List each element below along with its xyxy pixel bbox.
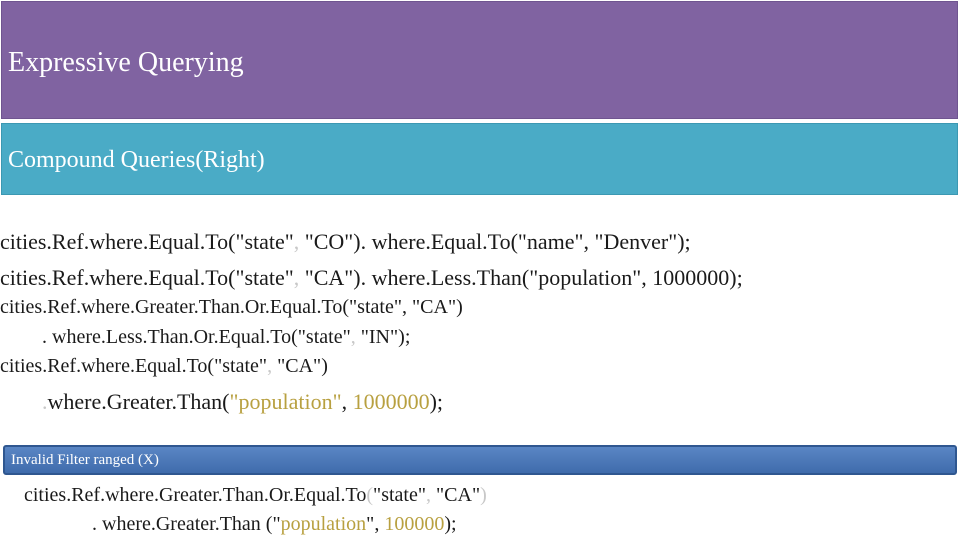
code-line-5 [0, 355, 328, 378]
code-fragment: cities.Ref.where.Equal.To("state" [0, 229, 294, 254]
title-banner [1, 1, 958, 119]
code-fragment: ) [480, 484, 487, 506]
code-fragment: , [293, 229, 305, 254]
string-literal: population [280, 513, 367, 535]
code-fragment: ); [398, 326, 411, 348]
code-fragment: ", [366, 513, 385, 535]
code-fragment: ); [429, 389, 444, 414]
code-fragment: , [426, 484, 437, 506]
code-line-1 [0, 229, 691, 255]
slide-title: Expressive Querying [8, 47, 244, 78]
string-literal: "state" [349, 296, 402, 318]
code-fragment: cities.Ref.where.Greater.Than.Or.Equal.To( [0, 296, 350, 318]
code-fragment: , [293, 265, 305, 290]
code-fragment: . where.Greater.Than (" [92, 513, 281, 535]
string-literal: "state" [297, 326, 351, 348]
number-literal: 1000000 [352, 389, 430, 414]
string-literal: "CA" [436, 484, 481, 506]
code-fragment: ); [444, 513, 457, 535]
string-literal: "CA" [277, 355, 322, 377]
code-line-6 [42, 389, 443, 415]
invalid-filter-bar [3, 445, 957, 475]
code-fragment: , [350, 326, 361, 348]
slide-subtitle: Compound Queries(Right) [8, 147, 265, 173]
code-fragment: where.Greater.Than( [47, 389, 230, 414]
code-fragment: . [42, 389, 48, 414]
code-fragment: ) [456, 296, 463, 318]
code-fragment: "CA"). where.Less.Than("population", 1000000); [304, 265, 743, 290]
subtitle-banner [1, 123, 958, 195]
code-fragment: cities.Ref.where.Equal.To("state" [0, 265, 294, 290]
code-fragment: ( [366, 484, 374, 506]
invalid-code-line-2 [92, 513, 457, 536]
number-literal: 100000 [384, 513, 445, 535]
code-fragment: . where.Less.Than.Or.Equal.To( [42, 326, 298, 348]
string-literal: "state" [373, 484, 427, 506]
code-fragment: ) [321, 355, 328, 377]
string-literal: "population" [229, 389, 342, 414]
invalid-code-line-1 [24, 484, 487, 507]
code-fragment: cities.Ref.where.Greater.Than.Or.Equal.To [24, 484, 367, 506]
code-line-3 [0, 296, 463, 319]
string-literal: "state" [214, 355, 268, 377]
code-line-4 [42, 326, 410, 349]
code-fragment: , [267, 355, 278, 377]
string-literal: "CA" [412, 296, 457, 318]
code-line-2 [0, 265, 743, 291]
invalid-filter-label: Invalid Filter ranged (X) [11, 452, 159, 468]
code-fragment: "CO"). where.Equal.To("name", "Denver"); [304, 229, 691, 254]
string-literal: "IN" [360, 326, 399, 348]
code-fragment: cities.Ref.where.Equal.To( [0, 355, 215, 377]
code-fragment: , [341, 389, 353, 414]
code-fragment: , [402, 296, 412, 318]
